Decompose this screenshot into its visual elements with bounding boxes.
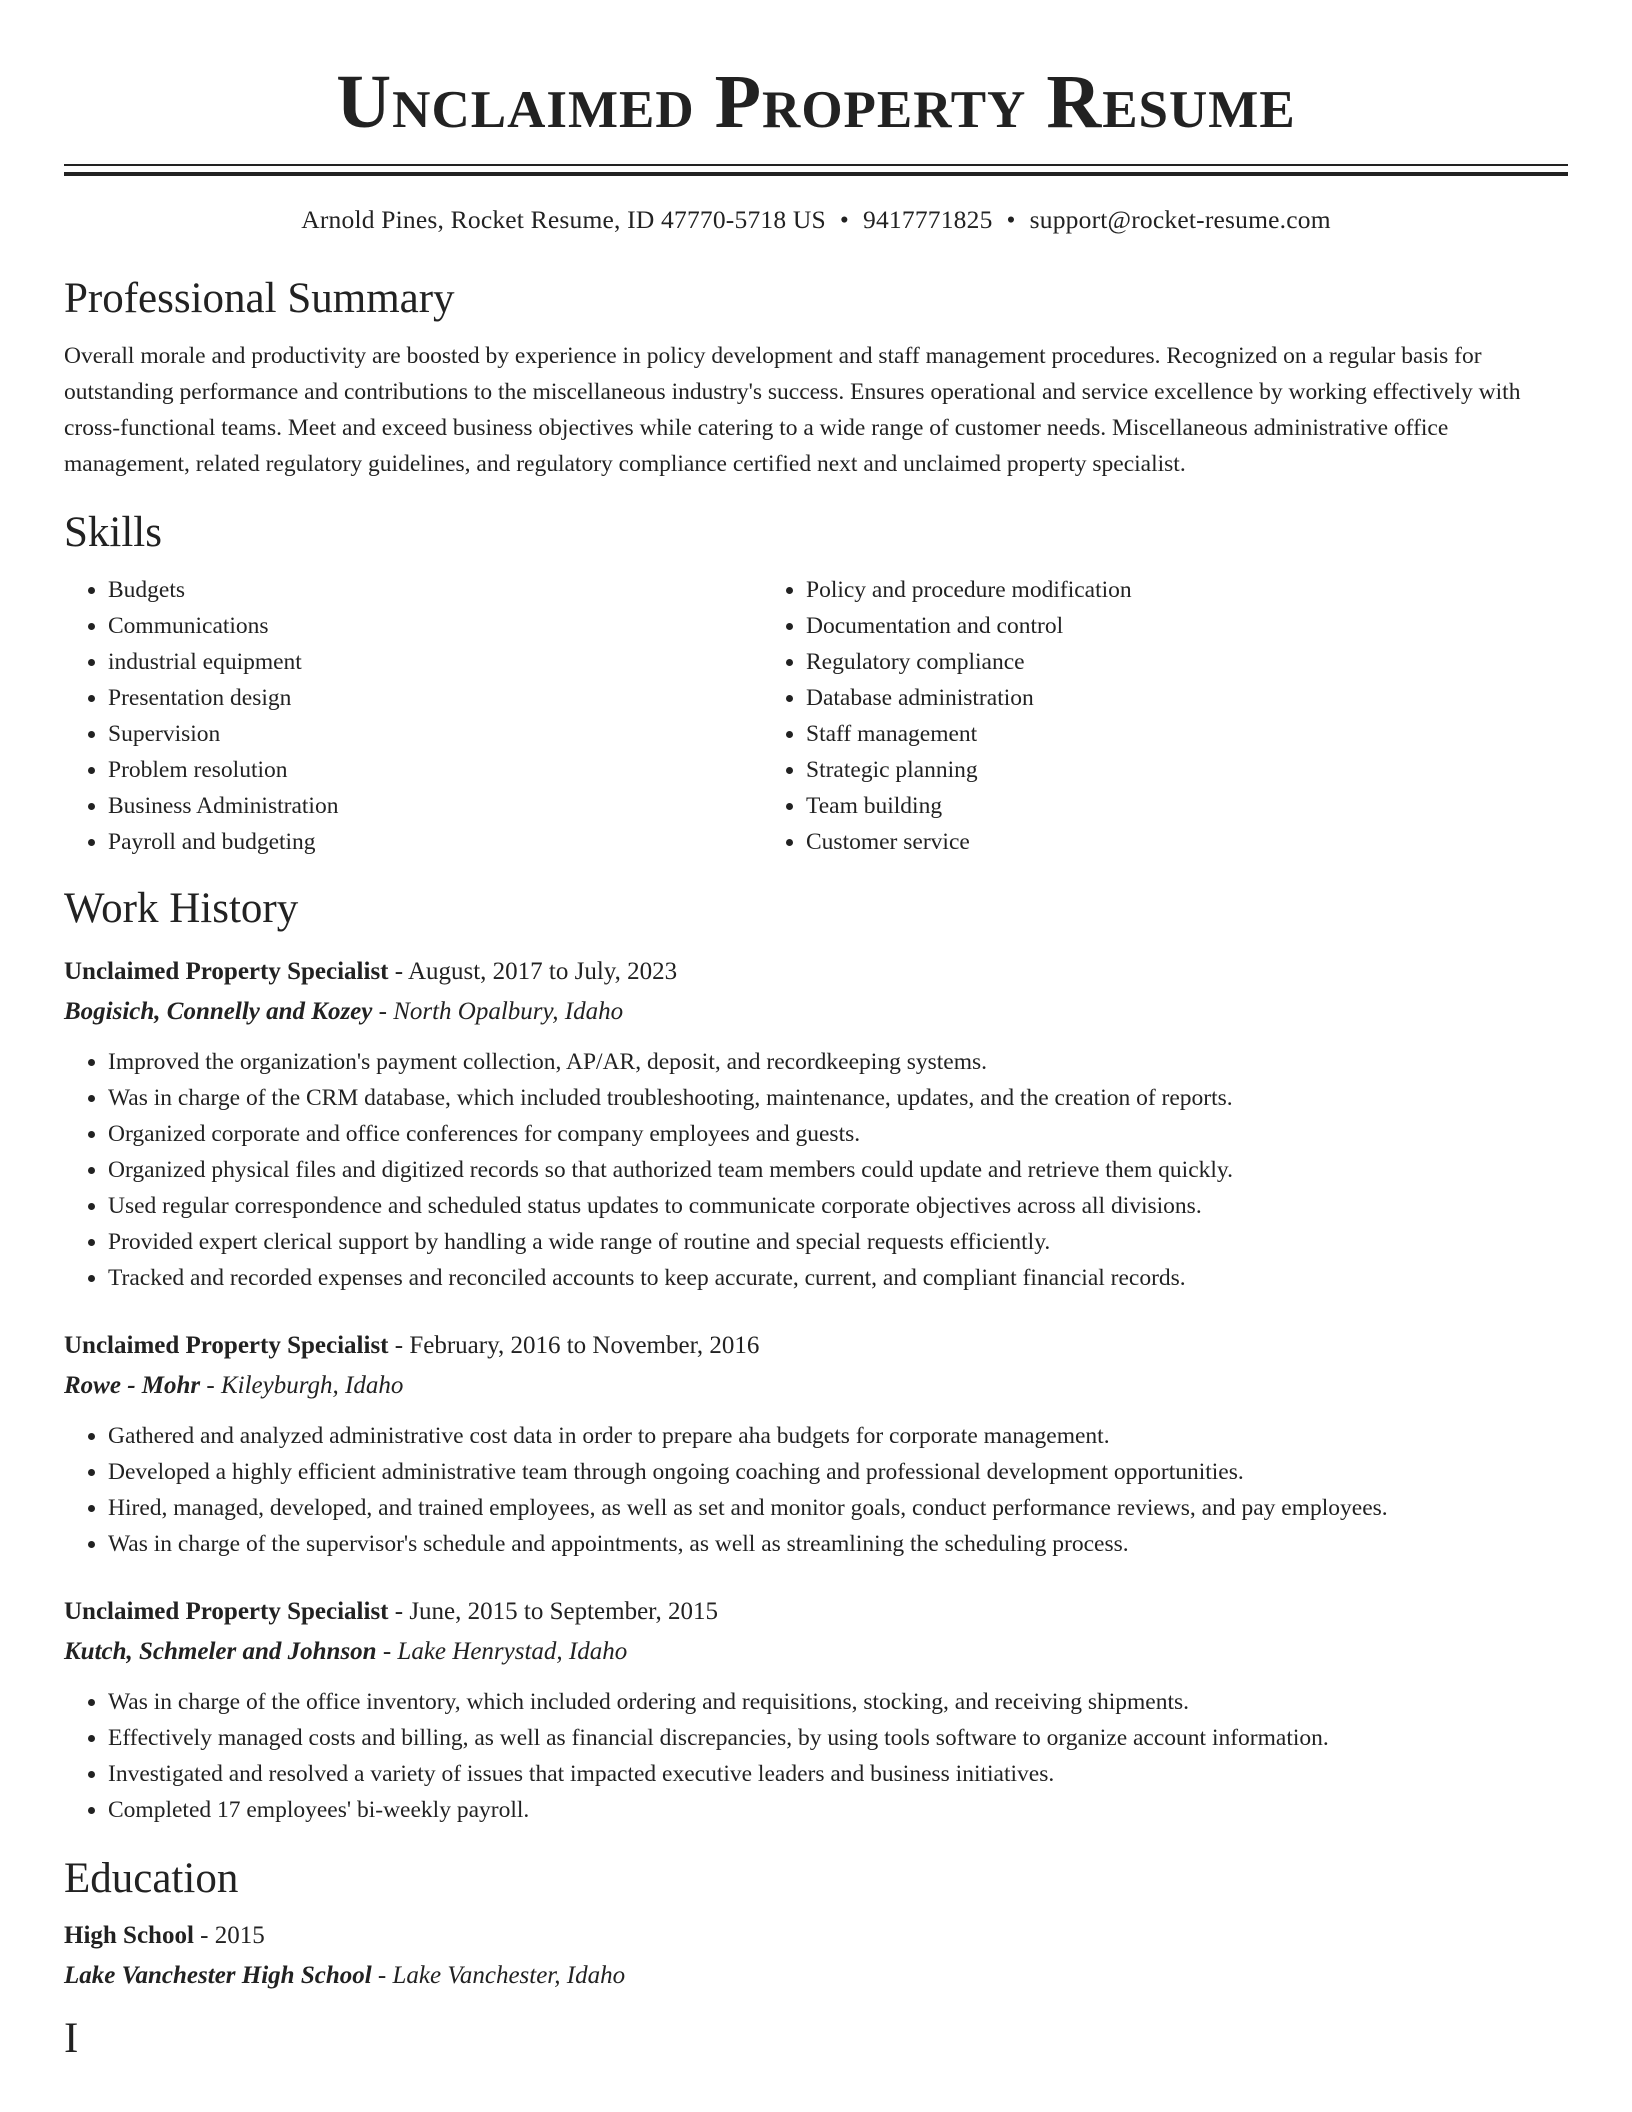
- title-divider-thick: [64, 172, 1568, 176]
- job-duty: • Effectively managed costs and billing, as well as financial discrepancies, by using tools software to organize account information.: [108, 1720, 1568, 1756]
- job-duty: • Was in charge of the CRM database, which included troubleshooting, maintenance, updates, and the creation of reports.: [108, 1080, 1568, 1116]
- job-role: Unclaimed Property Specialist: [64, 1332, 389, 1359]
- skill-item: • Presentation design: [108, 680, 762, 716]
- education-school: Lake Vanchester High School: [64, 1962, 372, 1989]
- job-company: Bogisich, Connelly and Kozey: [64, 998, 373, 1025]
- work-history-heading: Work History: [64, 885, 299, 932]
- skill-item: • industrial equipment: [108, 644, 762, 680]
- job-duty: • Organized corporate and office conferences for company employees and guests.: [108, 1116, 1568, 1152]
- skill-item: • Database administration: [806, 680, 1460, 716]
- job-location: - Lake Henrystad, Idaho: [376, 1638, 628, 1665]
- job-duty: • Provided expert clerical support by handling a wide range of routine and special requests efficiently.: [108, 1224, 1568, 1260]
- skill-item: • Communications: [108, 608, 762, 644]
- skill-item: • Budgets: [108, 572, 762, 608]
- job-duty: • Hired, managed, developed, and trained employees, as well as set and monitor goals, conduct performance reviews, and pay employees.: [108, 1490, 1568, 1526]
- education-year: - 2015: [193, 1922, 265, 1949]
- contact-separator: •: [839, 205, 850, 234]
- skill-item: • Problem resolution: [108, 752, 762, 788]
- job-duty: • Completed 17 employees' bi-weekly payroll.: [108, 1792, 1568, 1828]
- resume-page: [64, 0, 1568, 2064]
- skill-item: • Staff management: [806, 716, 1460, 752]
- skills-heading: Skills: [64, 509, 162, 556]
- skills-column-right: [762, 572, 1460, 860]
- skill-item: • Supervision: [108, 716, 762, 752]
- job-duty: • Developed a highly efficient administrative team through ongoing coaching and professional development opportunities.: [108, 1454, 1568, 1490]
- job-role: Unclaimed Property Specialist: [64, 1598, 389, 1625]
- skill-item: • Regulatory compliance: [806, 644, 1460, 680]
- contact-phone: 9417771825: [863, 205, 993, 234]
- education-degree: High School: [64, 1922, 194, 1949]
- contact-line: [64, 204, 1568, 236]
- job-company: Rowe - Mohr: [64, 1372, 201, 1399]
- job-title-line: [64, 952, 1568, 992]
- job-title-line: [64, 1326, 1568, 1366]
- job-employer-line: [64, 1632, 1568, 1672]
- skills-column-left: [64, 572, 762, 860]
- job-dates: - June, 2015 to September, 2015: [388, 1598, 719, 1625]
- job-duties: [64, 1418, 1568, 1562]
- education-school-line: [64, 1956, 1568, 1996]
- skill-item: • Customer service: [806, 824, 1460, 860]
- job-duty: • Tracked and recorded expenses and reconciled accounts to keep accurate, current, and compliant financial records.: [108, 1260, 1568, 1296]
- job-entry: [64, 952, 1568, 1296]
- contact-address: Arnold Pines, Rocket Resume, ID 47770-5718 US: [301, 205, 826, 234]
- job-duties: [64, 1684, 1568, 1828]
- job-location: - Kileyburgh, Idaho: [200, 1372, 404, 1399]
- job-location: - North Opalbury, Idaho: [372, 998, 624, 1025]
- job-title-line: [64, 1592, 1568, 1632]
- contact-separator: •: [1006, 205, 1016, 234]
- job-duty: • Gathered and analyzed administrative cost data in order to prepare aha budgets for corporate management.: [108, 1418, 1568, 1454]
- job-role: Unclaimed Property Specialist: [64, 958, 389, 985]
- contact-email: support@rocket-resume.com: [1029, 205, 1331, 234]
- title-divider-thin: [64, 164, 1568, 166]
- skills-list: [64, 572, 1568, 860]
- job-dates: - August, 2017 to July, 2023: [388, 958, 678, 985]
- job-duty: • Improved the organization's payment collection, AP/AR, deposit, and recordkeeping systems.: [108, 1044, 1568, 1080]
- skill-item: • Strategic planning: [806, 752, 1460, 788]
- skill-item: • Business Administration: [108, 788, 762, 824]
- education-heading: Education: [64, 1855, 239, 1902]
- skill-item: • Team building: [806, 788, 1460, 824]
- summary-heading: Professional Summary: [64, 275, 455, 322]
- job-company: Kutch, Schmeler and Johnson: [64, 1638, 377, 1665]
- job-employer-line: [64, 1366, 1568, 1406]
- job-entry: [64, 1592, 1568, 1828]
- document-title: Unclaimed Property Resume: [336, 60, 1296, 144]
- job-duty: • Investigated and resolved a variety of issues that impacted executive leaders and business initiatives.: [108, 1756, 1568, 1792]
- summary-text: Overall morale and productivity are boosted by experience in policy development and staff management procedures. Recognized on a regular basis for outstanding performance and contributions to the miscellaneous industry's success. Ensures operational and service excellence by working effectively with cross-functional teams. Meet and exceed business objectives while catering to a wide range of customer needs. Miscellaneous administrative office management, related regulatory guidelines, and regulatory compliance certified next and unclaimed property specialist.: [64, 343, 1521, 477]
- next-section-heading: I: [64, 2015, 79, 2062]
- job-duty: • Organized physical files and digitized records so that authorized team members could update and retrieve them quickly.: [108, 1152, 1568, 1188]
- job-employer-line: [64, 992, 1568, 1032]
- skill-item: • Policy and procedure modification: [806, 572, 1460, 608]
- job-entry: [64, 1326, 1568, 1562]
- education-degree-line: [64, 1916, 1568, 1956]
- job-duties: [64, 1044, 1568, 1296]
- job-duty: • Used regular correspondence and scheduled status updates to communicate corporate objectives across all divisions.: [108, 1188, 1568, 1224]
- job-dates: - February, 2016 to November, 2016: [388, 1332, 760, 1359]
- skill-item: • Documentation and control: [806, 608, 1460, 644]
- job-duty: • Was in charge of the supervisor's schedule and appointments, as well as streamlining the scheduling process.: [108, 1526, 1568, 1562]
- skill-item: • Payroll and budgeting: [108, 824, 762, 860]
- education-location: - Lake Vanchester, Idaho: [371, 1962, 626, 1989]
- job-duty: • Was in charge of the office inventory, which included ordering and requisitions, stocking, and receiving shipments.: [108, 1684, 1568, 1720]
